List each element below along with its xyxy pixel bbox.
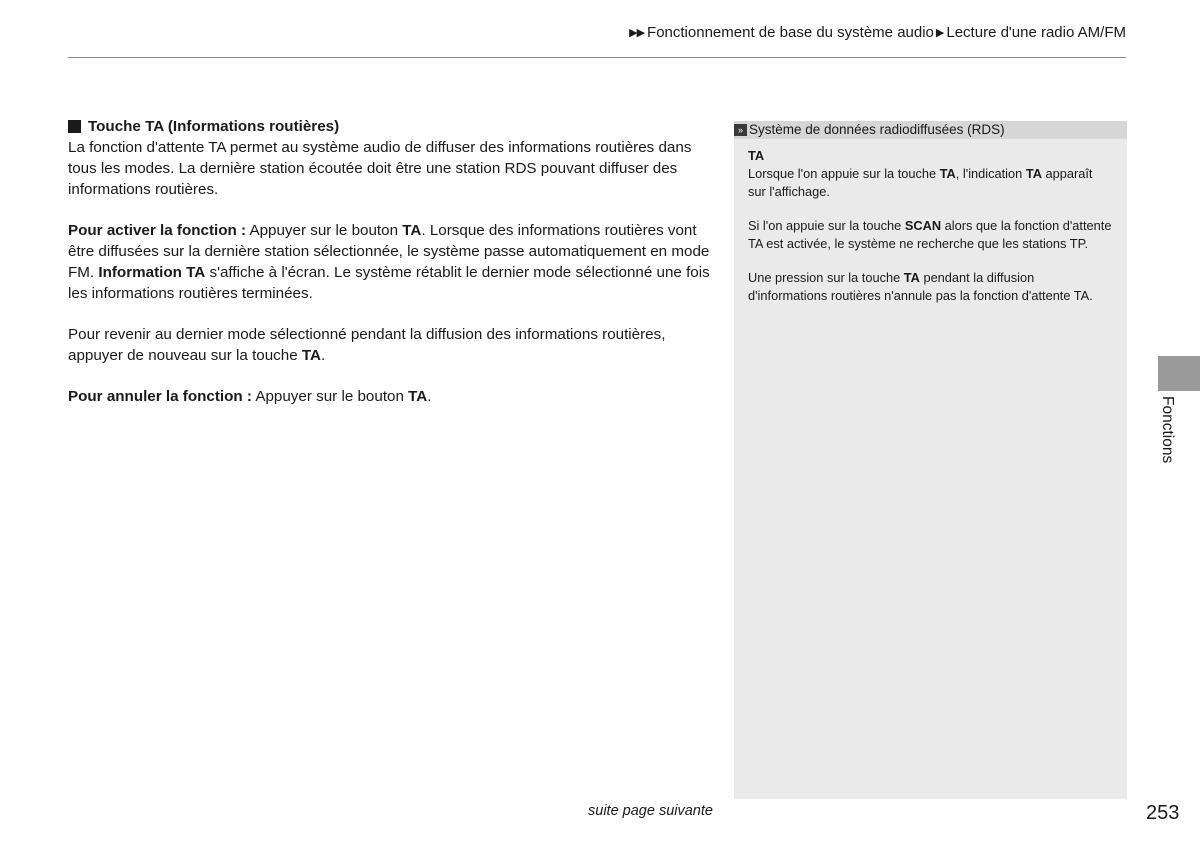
scan-key-ref: SCAN (904, 218, 942, 233)
revert-text-1: Pour revenir au dernier mode sélectionné pendant la diffusion des informations routières, appuyer de nouveau sur la touche (68, 326, 666, 364)
activate-label: Pour activer la fonction : (68, 222, 247, 239)
page-number: 253 (1146, 802, 1180, 824)
revert-text-2: . (321, 347, 326, 364)
header-divider (68, 57, 1126, 58)
sidebar-text: pendant la diffusion d'informations routières n'annule pas la fonction d'attente TA. (748, 270, 1093, 303)
activate-text-1: Appuyer sur le bouton (246, 222, 403, 239)
cancel-text-2: . (427, 388, 432, 405)
section-title: Touche TA (Informations routières) (88, 118, 340, 135)
information-ta-ref: Information TA (98, 264, 206, 281)
sidebar-paragraph-2 (748, 217, 1113, 253)
section-heading (68, 116, 718, 137)
breadcrumb (629, 24, 1126, 41)
activate-text-3: s'affiche à l'écran. Le système rétablit le dernier mode sélectionné une fois les informations routières terminées. (68, 264, 710, 302)
breadcrumb-item-radio[interactable]: Lecture d'une radio AM/FM (946, 24, 1126, 41)
square-bullet-icon (68, 120, 81, 133)
reference-arrow-icon: » (734, 124, 747, 136)
chapter-label: Fonctions (1159, 396, 1176, 464)
activate-paragraph (68, 220, 718, 304)
cancel-text-1: Appuyer sur le bouton (251, 388, 409, 405)
sidebar-title (734, 121, 1127, 139)
cancel-paragraph (68, 386, 718, 407)
sidebar-note (734, 121, 1127, 799)
ta-key-ref: TA (939, 166, 956, 181)
activate-text-2: . Lorsque des informations routières vont être diffusées sur la dernière station sélectionnée, le système passe automatiquement en mode FM. (68, 222, 710, 281)
ta-key-ref: TA (402, 222, 422, 239)
breadcrumb-item-audio[interactable]: Fonctionnement de base du système audio (647, 24, 934, 41)
sidebar-subheading: TA (748, 148, 765, 163)
sidebar-title-text[interactable]: Système de données radiodiffusées (RDS) (749, 122, 1005, 137)
sidebar-body (734, 139, 1127, 305)
sidebar-paragraph-1 (748, 165, 1113, 201)
sidebar-text: Lorsque l'on appuie sur la touche (748, 166, 940, 181)
sidebar-text: , l'indication (955, 166, 1026, 181)
sidebar-text: Une pression sur la touche (748, 270, 904, 285)
cancel-label: Pour annuler la fonction : (68, 388, 252, 405)
sidebar-text: alors que la fonction d'attente TA est activée, le système ne recherche que les stations TP. (748, 218, 1112, 251)
arrow-icon: ▶ (935, 27, 945, 39)
main-content (68, 116, 718, 427)
ta-key-ref: TA (301, 347, 322, 364)
continued-note: suite page suivante (588, 803, 713, 819)
chapter-tab[interactable] (1158, 356, 1200, 391)
sidebar-text: Si l'on appuie sur la touche (748, 218, 905, 233)
sidebar-text: apparaît sur l'affichage. (748, 166, 1093, 199)
ta-key-ref: TA (903, 270, 920, 285)
revert-paragraph (68, 324, 718, 366)
intro-paragraph: La fonction d'attente TA permet au système audio de diffuser des informations routières dans tous les modes. La dernière station écoutée doit être une station RDS pouvant diffuser des informations routières. (68, 139, 692, 198)
ta-key-ref: TA (408, 388, 428, 405)
sidebar-paragraph-3 (748, 269, 1113, 305)
ta-indicator-ref: TA (1025, 166, 1042, 181)
double-arrow-icon: ▶▶ (629, 27, 645, 39)
